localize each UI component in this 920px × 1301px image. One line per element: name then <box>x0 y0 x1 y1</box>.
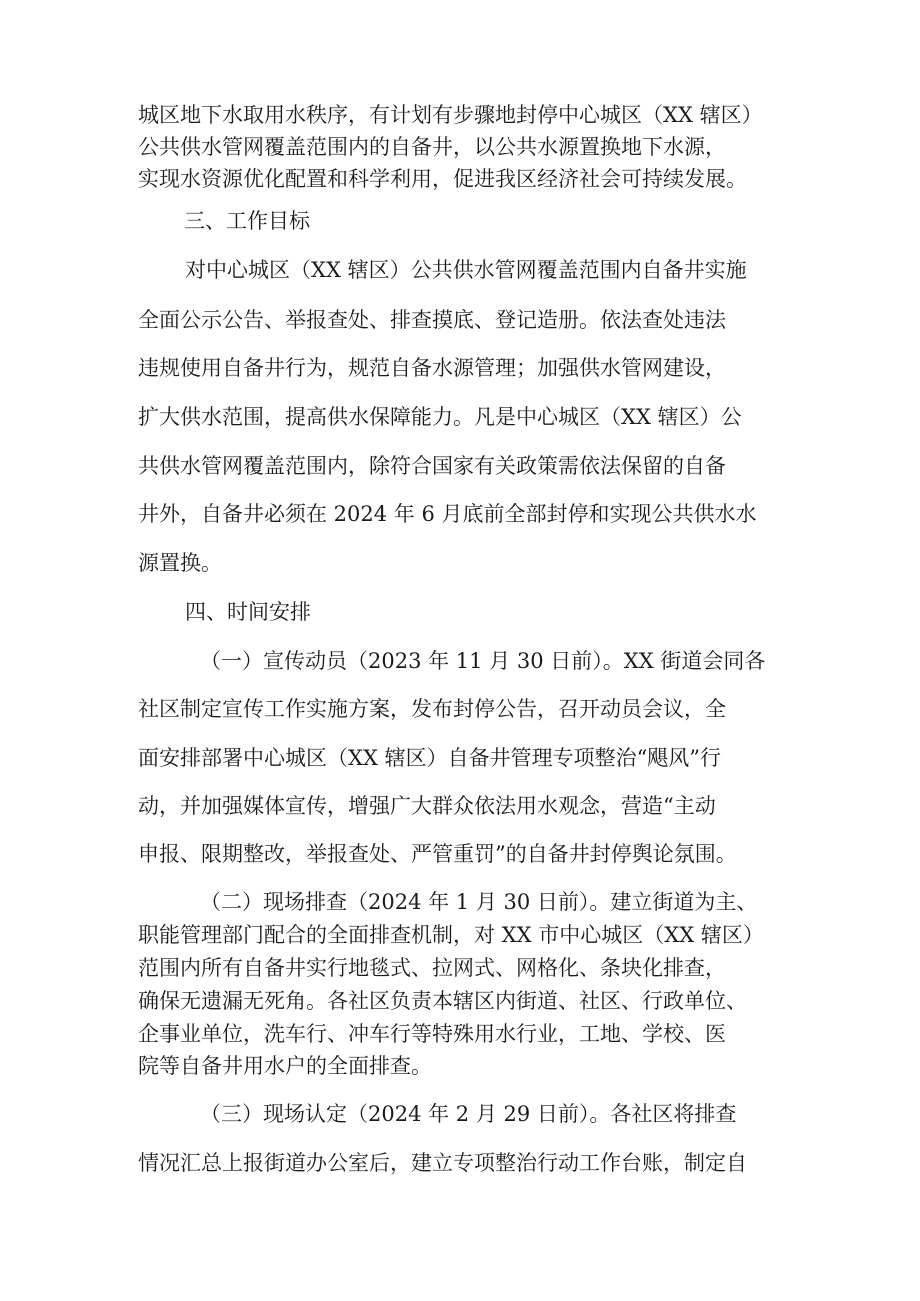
paragraph-line: （三）现场认定（2024 年 2 月 29 日前）。各社区将排查 <box>200 1102 737 1126</box>
paragraph-line: 情况汇总上报街道办公室后，建立专项整治行动工作台账，制定自 <box>138 1151 747 1175</box>
paragraph-line: （二）现场排查（2024 年 1 月 30 日前）。建立街道为主、 <box>200 890 758 914</box>
paragraph-line: 对中心城区（XX 辖区）公共供水管网覆盖范围内自备井实施 <box>185 258 747 282</box>
paragraph-line: 井外，自备井必须在 2024 年 6 月底前全部封停和实现公共供水水 <box>138 502 757 526</box>
paragraph-line: 院等自备井用水户的全面排查。 <box>138 1054 432 1078</box>
paragraph-line: 全面公示公告、举报查处、排查摸底、登记造册。依法查处违法 <box>138 308 726 332</box>
paragraph-line: 公共供水管网覆盖范围内的自备井，以公共水源置换地下水源， <box>138 135 726 159</box>
paragraph-line: 范围内所有自备井实行地毯式、拉网式、网格化、条块化排查， <box>138 956 726 980</box>
paragraph-line: 源置换。 <box>138 551 222 575</box>
section-heading-schedule: 四、时间安排 <box>185 600 311 624</box>
paragraph-line: （一）宣传动员（2023 年 11 月 30 日前）。XX 街道会同各 <box>200 649 766 673</box>
paragraph-line: 实现水资源优化配置和科学利用，促进我区经济社会可持续发展。 <box>138 167 747 191</box>
paragraph-line: 企事业单位，洗车行、冲车行等特殊用水行业，工地、学校、医 <box>138 1022 726 1046</box>
paragraph-line: 扩大供水范围，提高供水保障能力。凡是中心城区（XX 辖区）公 <box>138 405 742 429</box>
section-heading-goals: 三、工作目标 <box>184 209 310 233</box>
paragraph-line: 社区制定宣传工作实施方案，发布封停公告，召开动员会议，全 <box>138 697 726 721</box>
paragraph-line: 城区地下水取用水秩序，有计划有步骤地封停中心城区（XX 辖区） <box>138 103 763 127</box>
paragraph-line: 动，并加强媒体宣传，增强广大群众依法用水观念，营造“主动 <box>138 794 716 818</box>
paragraph-line: 确保无遗漏无死角。各社区负责本辖区内街道、社区、行政单位、 <box>138 989 747 1013</box>
paragraph-line: 违规使用自备井行为，规范自备水源管理；加强供水管网建设， <box>138 356 726 380</box>
paragraph-line: 面安排部署中心城区（XX 辖区）自备井管理专项整治“飓风”行 <box>138 746 722 770</box>
paragraph-line: 申报、限期整改，举报查处、严管重罚”的自备井封停舆论氛围。 <box>138 842 737 866</box>
paragraph-line: 职能管理部门配合的全面排查机制，对 XX 市中心城区（XX 辖区） <box>138 923 764 947</box>
paragraph-line: 共供水管网覆盖范围内，除符合国家有关政策需依法保留的自备 <box>138 454 726 478</box>
